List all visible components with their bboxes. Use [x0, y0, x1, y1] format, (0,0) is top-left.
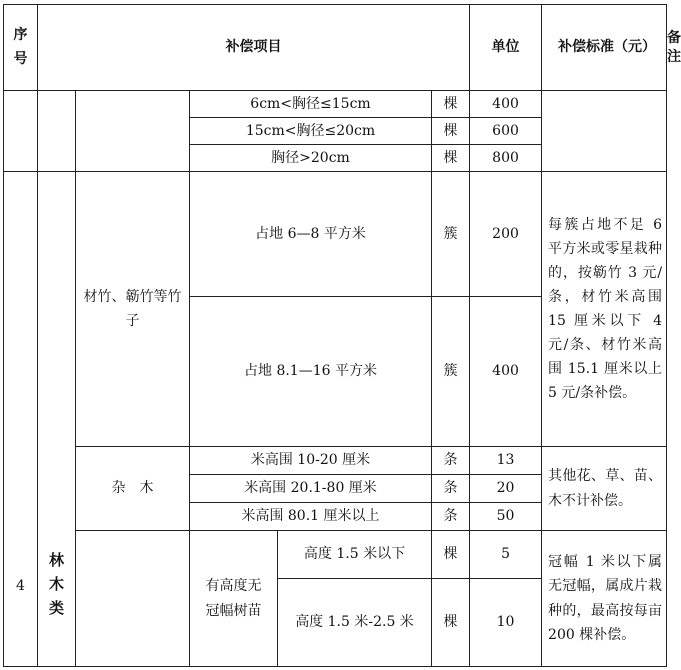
compensation-table [3, 4, 681, 667]
spec-cell: 占地 6—8 平方米 [190, 172, 432, 297]
category-cell: 林木类 [38, 172, 76, 667]
value-cell: 50 [470, 503, 542, 531]
spec-cell: 高度 1.5 米以下 [278, 531, 432, 579]
header-standard: 补偿标准（元） [542, 5, 667, 91]
spec-cell: 胸径>20cm [190, 145, 432, 172]
unit-cell: 条 [432, 447, 470, 475]
misc-wood-remark: 其他花、草、苗、木不计补偿。 [542, 447, 667, 531]
unit-cell: 棵 [432, 91, 470, 118]
seq-cell-empty [4, 91, 38, 172]
value-cell: 10 [470, 579, 542, 667]
value-cell: 13 [470, 447, 542, 475]
value-cell: 400 [470, 297, 542, 447]
bamboo-remark: 每簇占地不足 6 平方米或零星栽种的，按簕竹 3 元/条，材竹米高围 15 厘米以下 4 元/条、材竹米高围 15.1 厘米以上 5 元/条补偿。 [542, 172, 667, 447]
unit-cell: 棵 [432, 579, 470, 667]
unit-cell: 条 [432, 475, 470, 503]
unit-cell: 条 [432, 503, 470, 531]
misc-wood-label: 杂 木 [76, 447, 190, 531]
crownless-label: 有高度无冠幅树苗 [190, 531, 278, 667]
bamboo-label: 材竹、簕竹等竹子 [76, 172, 190, 447]
spec-cell: 米高围 10-20 厘米 [190, 447, 432, 475]
value-cell: 200 [470, 172, 542, 297]
header-seq: 序号 [4, 5, 38, 91]
spec-cell: 15cm<胸径≤20cm [190, 118, 432, 145]
value-cell: 20 [470, 475, 542, 503]
spec-cell: 6cm<胸径≤15cm [190, 91, 432, 118]
header-row: 序号 补偿项目 单位 补偿标准（元） 备注 [4, 5, 667, 91]
unit-cell: 簇 [432, 297, 470, 447]
crownless-remark: 冠幅 1 米以下属无冠幅，属成片栽种的，最高按每亩 200 棵补偿。 [542, 531, 667, 667]
value-cell: 600 [470, 118, 542, 145]
unit-cell: 簇 [432, 172, 470, 297]
value-cell: 400 [470, 91, 542, 118]
subcategory-cell-empty [76, 91, 190, 172]
table-row [4, 447, 667, 475]
table-row [4, 91, 667, 118]
spec-cell: 米高围 20.1-80 厘米 [190, 475, 432, 503]
table-row [4, 172, 667, 297]
category-cell-empty [38, 91, 76, 172]
value-cell: 5 [470, 531, 542, 579]
seq-cell: 4 [4, 172, 38, 667]
unit-cell: 棵 [432, 531, 470, 579]
unit-cell: 棵 [432, 145, 470, 172]
spec-cell: 米高围 80.1 厘米以上 [190, 503, 432, 531]
header-unit: 单位 [470, 5, 542, 91]
remark-cell-empty [542, 91, 667, 172]
unit-cell: 棵 [432, 118, 470, 145]
spec-cell: 高度 1.5 米-2.5 米 [278, 579, 432, 667]
value-cell: 800 [470, 145, 542, 172]
header-item: 补偿项目 [38, 5, 470, 91]
table-row [4, 531, 667, 579]
spec-cell: 占地 8.1—16 平方米 [190, 297, 432, 447]
subcategory-cell-empty [76, 531, 190, 667]
